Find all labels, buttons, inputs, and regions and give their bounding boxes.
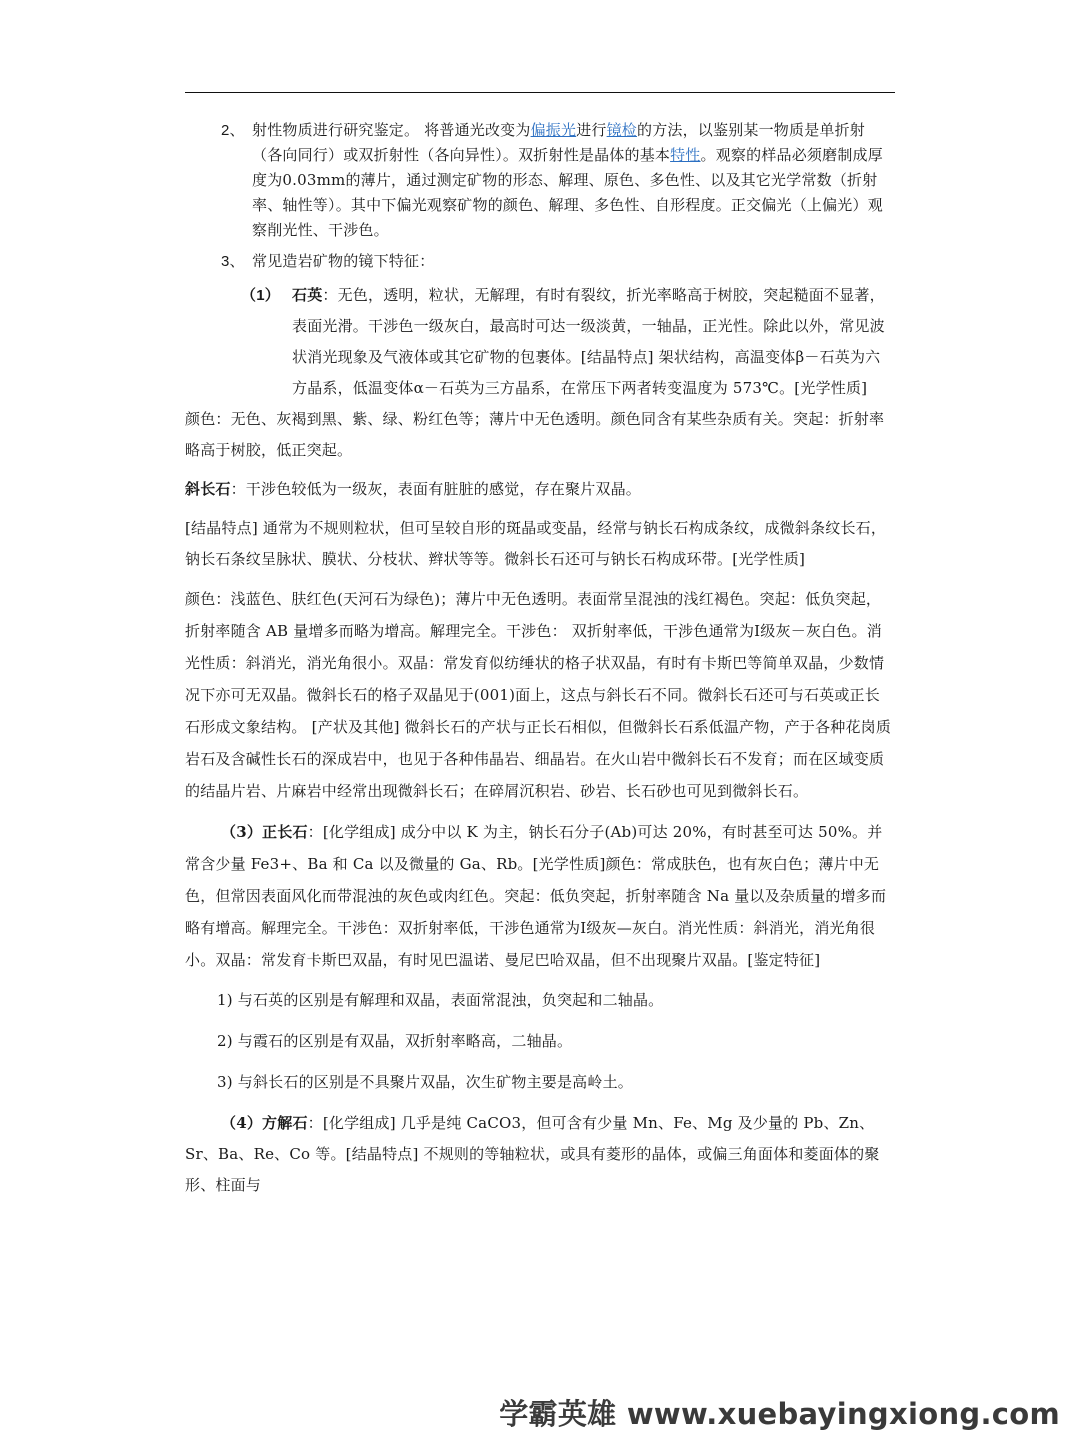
plagioclase-crystal-paragraph: [结晶特点] 通常为不规则粒状，但可呈较自形的斑晶或变晶，经常与钠长石构成条纹，成微斜条纹长石，钠长石条纹呈脉状、膜状、分枝状、辫状等等。微斜长石还可与钠长石构成环带。[光学性质] [185,519,887,568]
link-polarized-light[interactable]: 偏振光 [530,121,577,139]
calcite-text: ：[化学组成] 几乎是纯 CaCO3，但可含有少量 Mn、Fe、Mg 及少量的 Pb、Zn、Sr、Ba、Re、Co 等。[结晶特点] 不规则的等轴粒状，或具有菱形的晶体，或偏三角面体和菱面体的聚形、柱面与 [185,1114,880,1194]
item-3 [185,249,895,274]
plagioclase-color-paragraph: 颜色：浅蓝色、肤红色(天河石为绿色)；薄片中无色透明。表面常呈混浊的浅红褐色。突起：低负突起，折射率随含 AB 量增多而略为增高。解理完全。干涉色： 双折射率低，干涉色通常为Ⅰ级灰－灰白色。消光性质：斜消光，消光角很小。双晶：常发育似纺缍状的格子状双晶，有时有卡斯巴等简单双晶，少数情况下亦可无双晶。微斜长石的格子双晶见于(001)面上，这点与斜长石不同。微斜长石还可与石英或正长石形成文象结构。 [产状及其他] 微斜长石的产状与正长石相似，但微斜长石系低温产物，产于各种花岗质岩石及含碱性长石的深成岩中，也见于各种伟晶岩、细晶岩。在火山岩中微斜长石不发育；而在区域变质的结晶片岩、片麻岩中经常出现微斜长石；在碎屑沉积岩、砂岩、长石砂也可见到微斜长石。 [185,590,892,800]
item-2-text-2: 进行 [576,121,607,139]
quartz-text: ：无色，透明，粒状，无解理，有时有裂纹，折光率略高于树胶，突起糙面不显著，表面光滑。干涉色一级灰白，最高时可达一级淡黄，一轴晶，正光性。除此以外，常见波状消光现象及气液体或其它矿物的包裹体。[结晶特点] 架状结构，高温变体β－石英为六方晶系，低温变体α－石英为三方晶系，在常压下两者转变温度为 573℃。[光学性质] [292,286,885,397]
orthoclase-paragraph [185,816,895,976]
calcite-paragraph [185,1108,895,1201]
orthoclase-heading: 正长石 [262,823,308,841]
link-microscopy[interactable]: 镜检 [606,121,637,139]
link-property[interactable]: 特性 [670,146,701,164]
document-body [185,118,895,1209]
item-3-number: 3、 [221,253,245,270]
orthoclase-text: ：[化学组成] 成分中以 K 为主，钠长石分子(Ab)可达 20%，有时甚至可达 50%。并常含少量 Fe3+、Ba 和 Ca 以及微量的 Ga、Rb。[光学性质]颜色：常成肤色，也有灰白色；薄片中无色，但常因表面风化而带混浊的灰色或肉红色。突起：低负突起，折射率随含 Na 量以及杂质量的增多而略有增高。解理完全。干涉色：双折射率低，干涉色通常为Ⅰ级灰—灰白。消光性质：斜消光，消光角很小。双晶：常发育卡斯巴双晶，有时见巴温诺、曼尼巴哈双晶，但不出现聚片双晶。[鉴定特征] [185,823,887,969]
calcite-heading: 方解石 [262,1114,308,1132]
item-2-text-4: 。观察的样品必须磨制成厚度为0.03mm的薄片，通过测定矿物的形态、解理、原色、多色性、以及其它光学常数（折射率、轴性等）。其中下偏光观察矿物的颜色、解理、多色性、自形程度。正交偏光（上偏光）观察削光性、干涉色。 [252,146,883,239]
item-3-text: 常见造岩矿物的镜下特征： [252,252,435,270]
plagioclase-text: ：干涉色较低为一级灰，表面有脏脏的感觉，存在聚片双晶。 [230,480,642,498]
plagioclase-paragraph [185,474,895,505]
list-item: 3) 与斜长石的区别是不具聚片双晶，次生矿物主要是高岭土。 [217,1073,633,1091]
orthoclase-number: （3） [221,823,263,841]
quartz-number: （1） [241,287,280,304]
item-2 [185,118,895,243]
quartz-heading: 石英 [292,286,323,304]
site-watermark: 学霸英雄 www.xuebayingxiong.com [499,1397,1060,1431]
list-item: 1) 与石英的区别是有解理和双晶，表面常混浊，负突起和二轴晶。 [217,991,664,1009]
header-rule [185,92,895,93]
calcite-number: （4） [221,1114,263,1132]
list-item: 2) 与霞石的区别是有双晶，双折射率略高，二轴晶。 [217,1032,573,1050]
item-2-number: 2、 [221,122,245,139]
quartz-section [185,280,895,404]
item-2-text-3: 的方法，以鉴别某一物质是单折射（各向同行）或双折射性（各向异性）。双折射性是晶体的基本 [252,121,866,164]
plagioclase-heading: 斜长石 [185,480,231,498]
quartz-color-paragraph: 颜色：无色、灰褐到黑、紫、绿、粉红色等；薄片中无色透明。颜色同含有某些杂质有关。突起：折射率略高于树胶，低正突起。 [185,410,885,459]
item-2-text-1: 射性物质进行研究鉴定。 将普通光改变为 [252,121,531,139]
